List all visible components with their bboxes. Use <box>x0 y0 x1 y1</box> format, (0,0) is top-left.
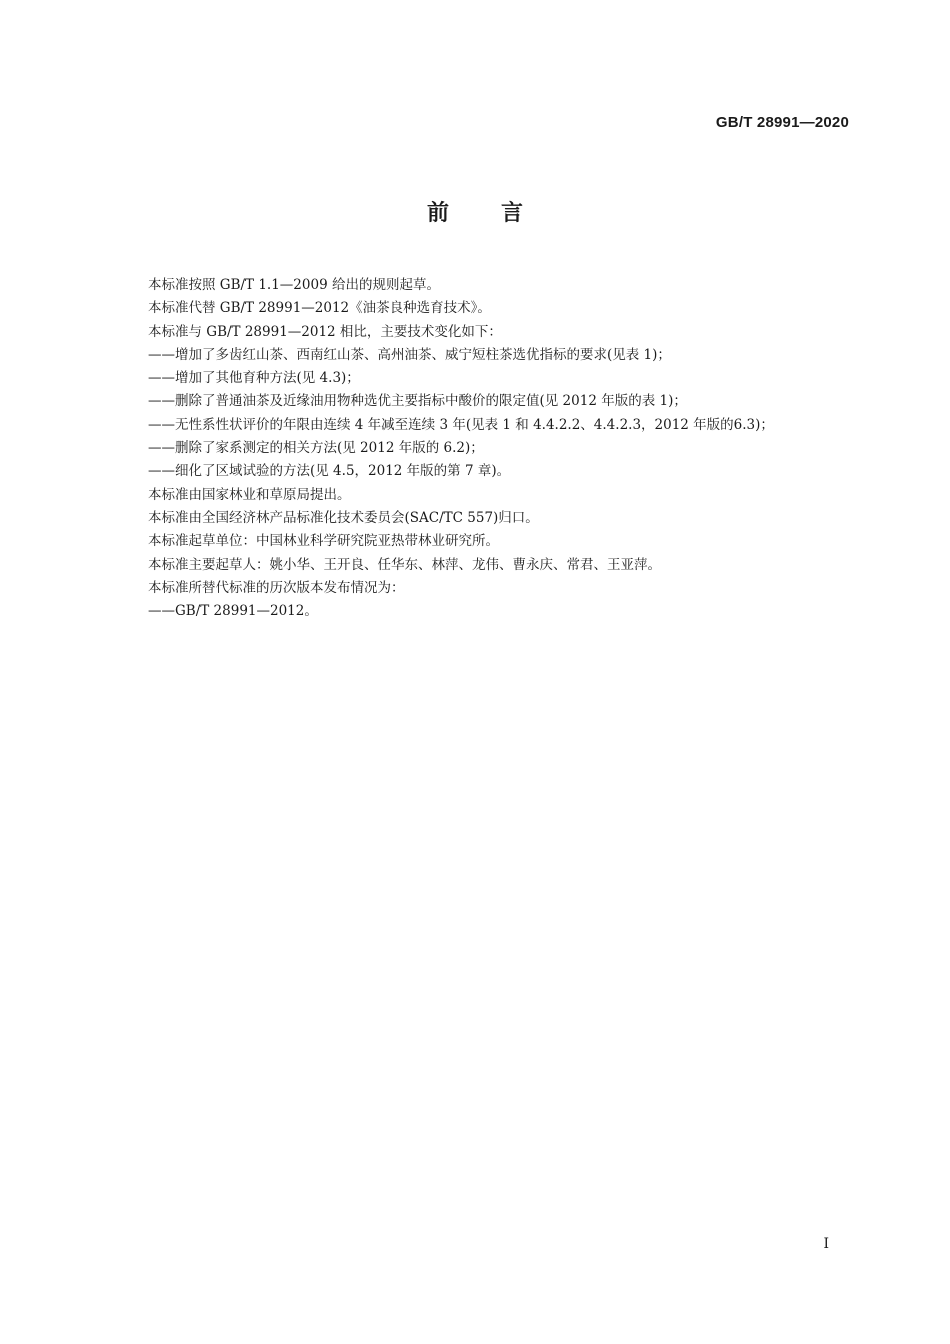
paragraph: 本标准起草单位：中国林业科学研究院亚热带林业研究所。 <box>148 533 499 550</box>
standard-number: GB/T 28991—2020 <box>715 114 849 131</box>
paragraph: 本标准与 GB/T 28991—2012 相比，主要技术变化如下： <box>148 323 502 340</box>
list-item: ——增加了多齿红山茶、西南红山茶、高州油茶、威宁短柱茶选优指标的要求(见表 1)； <box>148 346 671 363</box>
paragraph: 本标准按照 GB/T 1.1—2009 给出的规则起草。 <box>148 277 440 293</box>
list-item: ——无性系性状评价的年限由连续 4 年减至连续 3 年(见表 1 和 4.4.2.2、4.4.2.3，2012 年版的6.3)； <box>148 416 774 433</box>
paragraph: 本标准主要起草人：姚小华、王开良、任华东、林萍、龙伟、曹永庆、常君、王亚萍。 <box>148 556 661 573</box>
paragraph: 本标准由国家林业和草原局提出。 <box>148 486 351 503</box>
paragraph: 本标准由全国经济林产品标准化技术委员会(SAC/TC 557)归口。 <box>148 509 539 526</box>
list-item: ——删除了普通油茶及近缘油用物种选优主要指标中酸价的限定值(见 2012 年版的表 1)； <box>148 393 687 410</box>
list-item: ——增加了其他育种方法(见 4.3)； <box>148 370 360 387</box>
page-title: 前言 <box>426 201 575 226</box>
list-item: ——细化了区域试验的方法(见 4.5，2012 年版的第 7 章)。 <box>148 463 511 480</box>
list-item: ——删除了家系测定的相关方法(见 2012 年版的 6.2)； <box>148 440 484 457</box>
foreword-body <box>148 274 868 623</box>
list-item: ——GB/T 28991—2012。 <box>148 603 318 620</box>
page-number: I <box>823 1236 829 1252</box>
paragraph: 本标准所替代标准的历次版本发布情况为： <box>148 579 405 596</box>
paragraph: 本标准代替 GB/T 28991—2012《油茶良种选育技术》。 <box>148 300 491 317</box>
